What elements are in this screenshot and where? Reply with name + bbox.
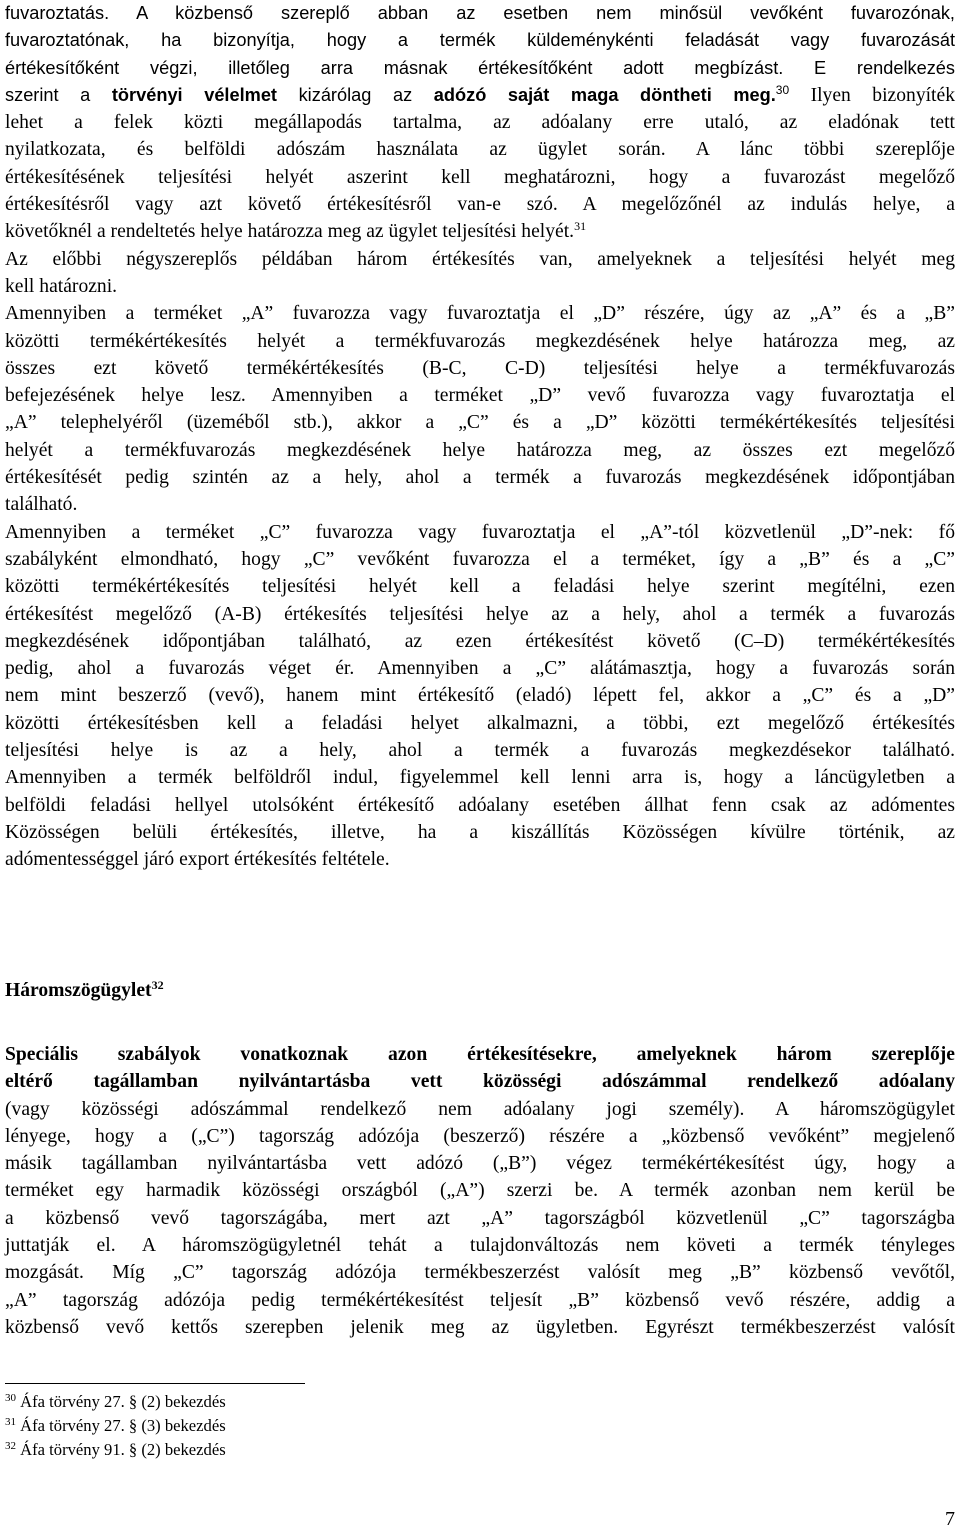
text-line: lényege, hogy a („C”) tagország adózója (beszerző) részére a „közbenső vevőként” megjelenő <box>5 1125 955 1147</box>
footnote-ref-32[interactable]: 32 <box>151 978 164 992</box>
text-line: Amennyiben a termék belföldről indul, figyelemmel kell lenni arra is, hogy a láncügyletben a <box>5 767 955 789</box>
text-line: juttatják el. A háromszögügyletnél tehát a tulajdonváltozás nem követi a termék tényleges <box>5 1235 955 1257</box>
text-line: szabályként elmondható, hogy „C” vevőként fuvarozza el a terméket, így a „B” és a „C” <box>5 548 955 570</box>
text-line: értékesítésről vagy azt követő értékesítésről van-e szó. A megelőzőnél az indulás helye, a <box>5 194 955 216</box>
text-line: másik tagállamban nyilvántartásba vett adózó („B”) végez termékértékesítést úgy, hogy a <box>5 1153 955 1175</box>
text-line: közbenső vevő kettős szerepben jelenik meg az ügyletben. Egyrészt termékbeszerzést valósít <box>5 1316 955 1338</box>
text-line: Amennyiben a terméket „C” fuvarozza vagy fuvaroztatja el „A”-tól közvetlenül „D”-nek: fő <box>5 521 955 543</box>
paragraph-a-transports <box>5 300 955 518</box>
text-line: értékesítését pedig szintén az a hely, ahol a termék a fuvarozás megkezdésének időpontjában <box>5 467 955 489</box>
text-line: nyilatkozata, és belföldi adószám használata az ügylet során. A lánc többi szereplője <box>5 139 955 161</box>
paragraph-c-transports <box>5 519 955 874</box>
paragraph-triangular-transaction <box>5 1041 955 1341</box>
text-line: összes ezt követő termékértékesítés (B-C, C-D) teljesítési helye a termékfuvarozás <box>5 357 955 379</box>
text-line: a közbenső vevő tagországába, mert azt „A” tagországból közvetlenül „C” tagországba <box>5 1207 955 1229</box>
text-line: Speciális szabályok vonatkoznak azon értékesítésekre, amelyeknek három szereplője <box>5 1044 955 1065</box>
text-line: közötti termékértékesítés teljesítési helyét kell a feladási helye szerint megítélni, ezen <box>5 576 955 598</box>
text-line: terméket egy harmadik közösségi országból („A”) szerzi be. A termék azonban nem kerül be <box>5 1180 955 1202</box>
text-line: Amennyiben a terméket „A” fuvarozza vagy fuvaroztatja el „D” részére, úgy az „A” és a „B” <box>5 303 955 325</box>
text-line: értékesítést megelőző (A-B) értékesítés teljesítési helye az a hely, ahol a termék a fuvarozás <box>5 603 955 625</box>
document-page <box>5 0 955 874</box>
text-line: pedig, ahol a fuvarozás véget ér. Amennyiben a „C” alátámasztja, hogy a fuvarozás során <box>5 658 955 680</box>
page-number: 7 <box>945 1508 955 1530</box>
text-line: értékesítőként végzi, illetőleg arra másnak értékesítőként adott megbízást. E rendelkezés <box>5 57 955 78</box>
footnote-separator <box>5 1383 305 1384</box>
text-line: értékesítésének teljesítési helyét aszerint kell meghatározni, hogy a fuvarozást megelőző <box>5 166 955 188</box>
text-line: Az előbbi négyszereplős példában három értékesítés van, amelyeknek a teljesítési helyét meg <box>5 248 955 270</box>
section-heading: Háromszögügylet$^{32}$ <box>5 978 164 1001</box>
text-line: szerint a törvényi vélelmet kizárólag az adózó saját maga döntheti meg.$^{30}$ Ilyen bizonyíték <box>5 82 955 106</box>
text-line: „A” tagország adózója pedig termékértékesítést teljesít „B” közbenső vevő részére, addig a <box>5 1289 955 1311</box>
text-line: fuvaroztatás. A közbenső szereplő abban az esetben nem minősül vevőként fuvarozónak, <box>5 3 955 23</box>
text-line: megkezdésének időpontjában található, az ezen értékesítést követő (C–D) termékértékesítés <box>5 630 955 652</box>
text-line: követőknél a rendeltetés helye határozza meg az ügylet teljesítési helyét.$^{31}$ <box>5 219 587 243</box>
footnote-ref-30[interactable]: 30 <box>775 82 790 97</box>
text-line: mozgását. Míg „C” tagország adózója termékbeszerzést valósít meg „B” közbenső vevőtől, <box>5 1262 955 1284</box>
text-line: adómentességgel járó export értékesítés feltétele. <box>5 849 390 871</box>
footnotes <box>5 1390 226 1462</box>
text-line: lehet a felek közti megállapodás tartalma, az adóalany erre utaló, az eladónak tett <box>5 112 955 134</box>
text-line: „A” telephelyéről (üzeméből stb.), akkor a „C” és a „D” közötti termékértékesítés teljesítési <box>5 412 955 434</box>
paragraph-four-party-example <box>5 246 955 301</box>
text-line: közötti termékértékesítés helyét a termékfuvarozás megkezdésének helye határozza meg, az <box>5 330 955 352</box>
footnote-31: $^{31}$ Áfa törvény 27. § (3) bekezdés <box>5 1416 226 1435</box>
text-line: nem mint beszerző (vevő), hanem mint értékesítő (eladó) lépett fel, akkor a „C” és a „D” <box>5 685 955 707</box>
footnote-30: $^{30}$ Áfa törvény 27. § (2) bekezdés <box>5 1392 226 1411</box>
text-line: (vagy közösségi adószámmal rendelkező nem adóalany jogi személy). A háromszögügylet <box>5 1098 955 1120</box>
text-line: kell határozni. <box>5 275 118 297</box>
text-line: eltérő tagállamban nyilvántartásba vett közösségi adószámmal rendelkező adóalany <box>5 1071 955 1093</box>
text-line: helyét a termékfuvarozás megkezdésének helye határozza meg, az összes ezt megelőző <box>5 439 955 461</box>
text-line: teljesítési helye is az a hely, ahol a termék a fuvarozás megkezdésekor található. <box>5 740 955 762</box>
paragraph-chain-transaction <box>5 0 955 246</box>
text-line: található. <box>5 494 78 516</box>
text-line: közötti értékesítésben kell a feladási helyet alkalmazni, a többi, ezt megelőző értékesítés <box>5 712 955 734</box>
footnote-ref-31[interactable]: 31 <box>574 219 587 234</box>
text-line: belföldi feladási hellyel utolsóként értékesítő adóalany esetében állhat fenn csak az adómentes <box>5 794 955 816</box>
text-line: befejezésének helye lesz. Amennyiben a terméket „D” vevő fuvarozza vagy fuvaroztatja el <box>5 385 955 407</box>
footnote-32: $^{32}$ Áfa törvény 91. § (2) bekezdés <box>5 1440 226 1459</box>
text-line: Közösségen belüli értékesítés, illetve, ha a kiszállítás Közösségen kívülre történik, az <box>5 821 955 843</box>
text-line: fuvaroztatónak, ha bizonyítja, hogy a termék küldeménykénti feladását vagy fuvarozását <box>5 30 955 51</box>
